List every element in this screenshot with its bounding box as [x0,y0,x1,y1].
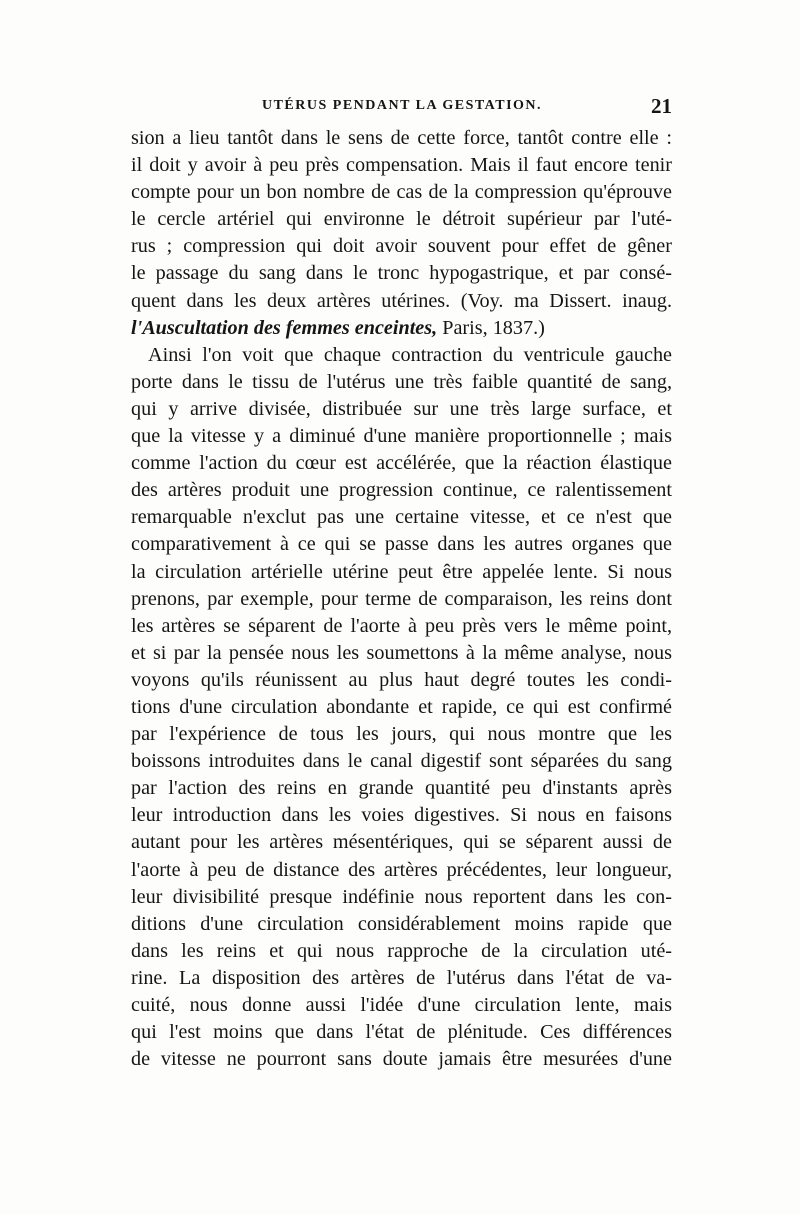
text-line: voyons qu'ils réunissent au plus haut degré toutes les condi- [131,668,672,691]
text-line: remarquable n'exclut pas une certaine vitesse, et ce n'est que [131,506,672,529]
page-number: 21 [651,94,672,118]
text-line: et si par la pensée nous les soumettons à la même analyse, nous [131,641,672,664]
text-line: sion a lieu tantôt dans le sens de cette force, tantôt contre elle : [131,127,672,149]
text-line: rine. La disposition des artères de l'utérus dans l'état de va- [131,966,672,989]
text-line: compte pour un bon nombre de cas de la compression qu'éprouve [131,181,672,204]
text-line-citation [131,315,672,342]
text-line: l'aorte à peu de distance des artères précédentes, leur longueur, [131,858,672,881]
text-line: leur divisibilité presque indéfinie nous reportent dans les con- [131,885,672,908]
running-head [132,94,672,118]
text-line: ditions d'une circulation considérablement moins rapide que [131,912,672,935]
text-line: dans les reins et qui nous rapproche de la circulation uté- [131,939,672,962]
text-line: comme l'action du cœur est accélérée, que la réaction élastique [131,452,672,475]
text-line: le cercle artériel qui environne le détroit supérieur par l'uté- [131,208,672,231]
text-line: des artères produit une progression continue, ce ralentissement [131,479,672,502]
text-line: par l'expérience de tous les jours, qui nous montre que les [131,723,672,746]
text-line: il doit y avoir à peu près compensation. Mais il faut encore tenir [131,154,672,177]
text-line: Ainsi l'on voit que chaque contraction du ventricule gauche [148,343,672,366]
text-line: qui l'est moins que dans l'état de plénitude. Ces différences [131,1021,672,1044]
paragraph-1 [131,125,672,342]
text-line: de vitesse ne pourront sans doute jamais être mesurées d'une [131,1048,672,1071]
running-title: UTÉRUS PENDANT LA GESTATION. [261,98,543,113]
text-line: les artères se séparent de l'aorte à peu près vers le même point, [131,614,672,637]
text-line: le passage du sang dans le tronc hypogastrique, et par consé- [131,262,672,285]
text-line: comparativement à ce qui se passe dans les autres organes que [131,533,672,556]
text-line: cuité, nous donne aussi l'idée d'une circulation lente, mais [131,994,672,1016]
citation-rest: Paris, 1837.) [437,316,545,339]
text-line: boissons introduites dans le canal digestif sont séparées du sang [131,750,672,773]
text-line: rus ; compression qui doit avoir souvent pour effet de gêner [131,235,672,258]
text-line: que la vitesse y a diminué d'une manière proportionnelle ; mais [131,425,672,448]
text-line: tions d'une circulation abondante et rapide, ce qui est confirmé [131,695,672,718]
text-line: leur introduction dans les voies digestives. Si nous en faisons [131,804,672,827]
citation-title: l'Auscultation des femmes enceintes, [131,316,438,339]
text-line: prenons, par exemple, pour terme de comparaison, les reins dont [131,587,672,610]
text-line: la circulation artérielle utérine peut être appelée lente. Si nous [131,560,672,583]
text-line: quent dans les deux artères utérines. (Voy. ma Dissert. inaug. [131,289,672,312]
text-line: par l'action des reins en grande quantité peu d'instants après [131,777,672,800]
text-line: autant pour les artères mésentériques, qui se séparent aussi de [131,831,672,854]
text-line: qui y arrive divisée, distribuée sur une très large surface, et [131,397,672,420]
paragraph-2 [131,342,672,1074]
body-text [131,125,672,1073]
text-line: porte dans le tissu de l'utérus une très faible quantité de sang, [131,370,672,393]
